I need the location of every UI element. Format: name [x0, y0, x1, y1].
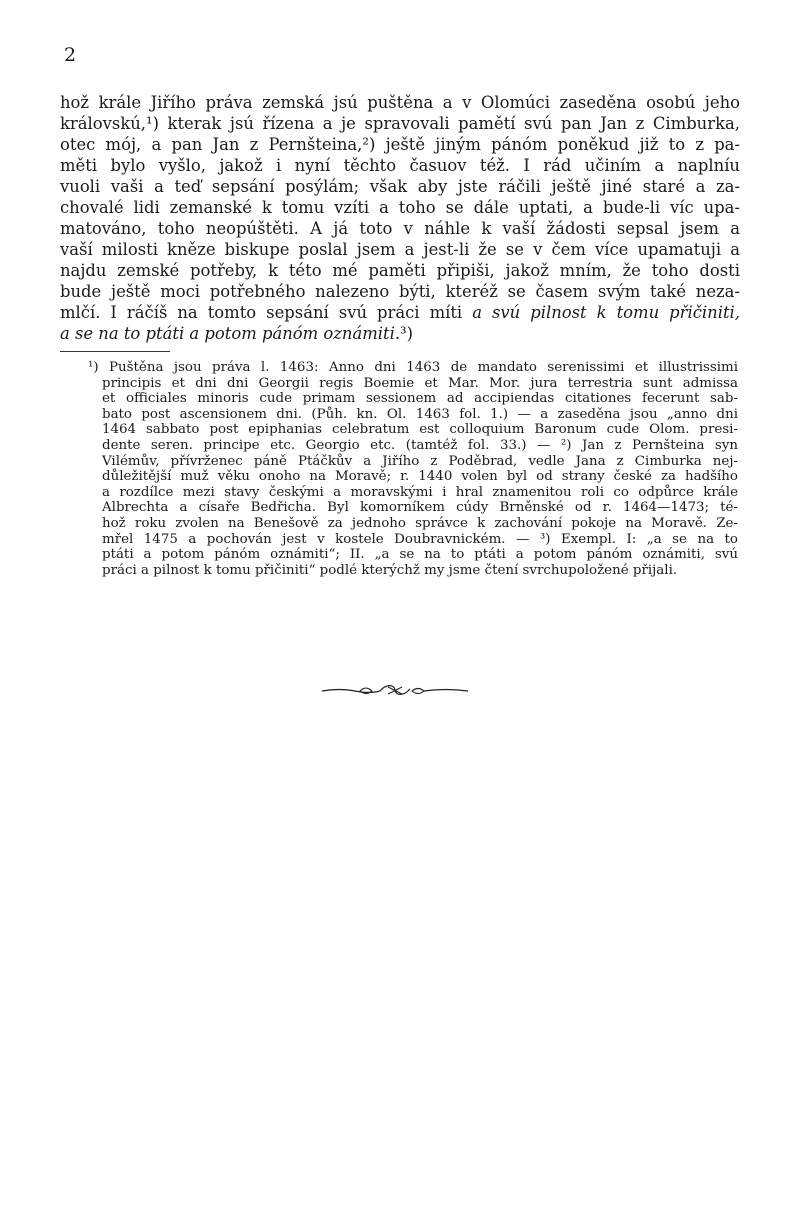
page-number: 2	[64, 44, 77, 66]
text-line: matováno, toho neopúštěti. A já toto v náhle k vaší žádosti sepsal jsem a	[60, 219, 740, 238]
footnote-line: ptáti a potom pánóm oznámiti“; II. „a se na to ptáti a potom pánóm oznámiti, svú	[102, 547, 738, 563]
footnote-divider	[60, 351, 170, 352]
text-line-final	[60, 323, 740, 344]
footnote-line: a rozdílce mezi stavy českými a moravskými i hral znamenitou roli co odpůrce krále	[102, 484, 738, 500]
footnotes	[88, 360, 738, 578]
footnote-line: principis et dni dni Georgii regis Boemie et Mar. Mor. jura terrestria sunt admissa	[102, 375, 738, 391]
footnote-line: 1464 sabbato post epiphanias celebratum est colloquium Baronum cude Olom. presi-	[102, 422, 738, 438]
text-line: hož krále Jiřího práva zemská jsú puštěna a v Olomúci zaseděna osobú jeho	[60, 93, 740, 112]
italic-text-segment: a svú pilnost k tomu přičiniti,	[472, 303, 740, 322]
text-segment: mlčí. I ráčíš na tomto sepsání svú práci míti	[60, 303, 463, 322]
main-text	[60, 92, 740, 344]
footnote-line: bato post ascensionem dni. (Půh. kn. Ol. 1463 fol. 1.) — a zaseděna jsou „anno dni	[102, 406, 738, 422]
footnote-line: Albrechta a císaře Bedřicha. Byl komorníkem cúdy Brněnské od r. 1464—1473; té-	[102, 500, 738, 516]
footnote-line: et officiales minoris cude primam sessionem ad accipiendas citationes fecerunt sab-	[102, 391, 738, 407]
footnote-line: práci a pilnost k tomu přičiniti“ podlé kterýchž my jsme čtení svrchupoložené přijali.	[102, 562, 678, 578]
footnote-line: důležitější muž věku onoho na Moravě; r. 1440 volen byl od strany české za hadšího	[102, 469, 738, 485]
text-line: bude ještě moci potřebného nalezeno býti, kteréž se časem svým také neza-	[60, 282, 740, 301]
footnote-reference: ³)	[400, 324, 414, 343]
text-line: měti bylo vyšlo, jakož i nyní těchto časuov též. I rád učiním a naplníu	[60, 156, 740, 175]
text-line: najdu zemské potřeby, k této mé paměti připiši, jakož mním, že toho dosti	[60, 261, 740, 280]
footnote-line: ¹) Puštěna jsou práva l. 1463: Anno dni 1463 de mandato serenissimi et illustrissimi	[88, 360, 738, 375]
decorative-flourish-icon	[320, 682, 470, 698]
footnote-line: hož roku zvolen na Benešově za jednoho správce k zachování pokoje na Moravě. Ze-	[102, 515, 738, 531]
footnote-line: dente seren. principe etc. Georgio etc. (tamtéž fol. 33.) — ²) Jan z Pernšteina syn	[102, 437, 738, 453]
text-line: vaší milosti kněze biskupe poslal jsem a jest-li že se v čem více upamatuji a	[60, 240, 740, 259]
text-line: vuoli vaši a teď sepsání posýlám; však aby jste ráčili ještě jiné staré a za-	[60, 177, 740, 196]
italic-text-segment: a se na to ptáti a potom pánóm oznámiti.	[60, 324, 401, 343]
footnote-line: Vilémův, přívrženec páně Ptáčkův a Jiřího z Poděbrad, vedle Jana z Cimburka nej-	[102, 453, 738, 469]
text-line: královskú,¹) kterak jsú řízena a je spravovali pamětí svú pan Jan z Cimburka,	[60, 114, 740, 133]
footnote-line: mřel 1475 a pochován jest v kostele Doubravnickém. — ³) Exempl. I: „a se na to	[102, 531, 738, 547]
text-line-mixed	[60, 302, 740, 323]
text-line: chovalé lidi zemanské k tomu vzíti a toho se dále uptati, a bude-li víc upa-	[60, 198, 740, 217]
text-line: otec mój, a pan Jan z Pernšteina,²) ještě jiným pánóm poněkud již to z pa-	[60, 135, 740, 154]
